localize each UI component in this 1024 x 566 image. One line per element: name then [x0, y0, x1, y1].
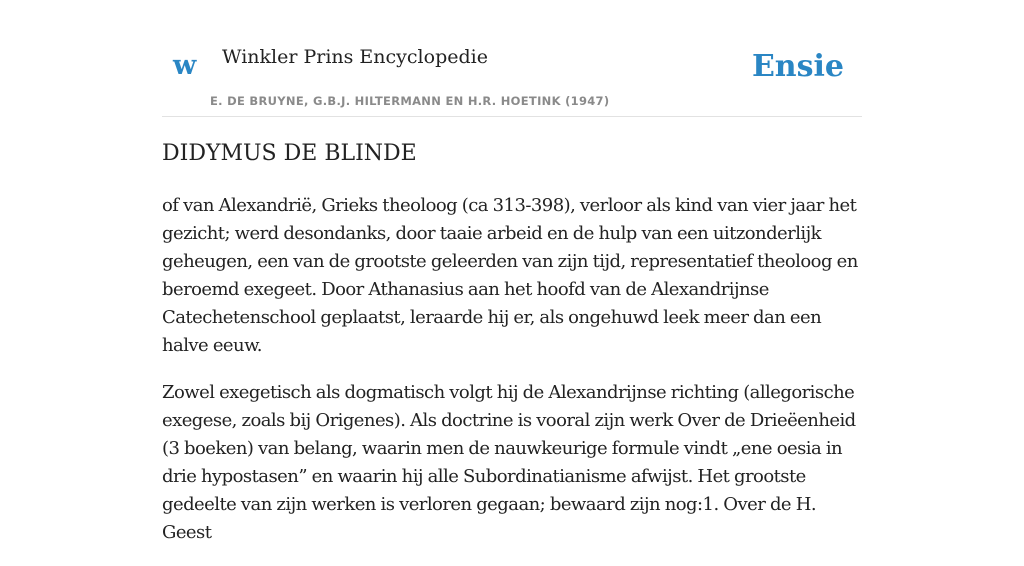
- article-paragraph: Zowel exegetisch als dogmatisch volgt hij de Alexandrijnse richting (allegorische exegese, zoals bij Origenes). Als doctrine is vooral zijn werk Over de Drieëenheid (3 boeken) van belang, waarin men de nauwkeurige formule vindt „ene oesia in drie hypostasen” en waarin hij alle Subordinatianisme afwijst. Het grootste gedeelte van zijn werken is verloren gegaan; bewaard zijn nog:1. Over de H. Geest: [162, 382, 856, 543]
- article-paragraph: of van Alexandrië, Grieks theoloog (ca 313-398), verloor als kind van vier jaar het gezicht; werd desondanks, door taaie arbeid en de hulp van een uitzonderlijk geheugen, een van de grootste geleerden van zijn tijd, representatief theoloog en beroemd exegeet. Door Athanasius aan het hoofd van de Alexandrijnse Catechetenschool geplaatst, leraarde hij er, als ongehuwd leek meer dan een halve eeuw.: [162, 195, 858, 356]
- article-body: [162, 192, 862, 566]
- site-header: [162, 0, 862, 117]
- article-title: DIDYMUS DE BLINDE: [162, 141, 417, 166]
- encyclopedia-logo[interactable]: w: [173, 50, 197, 81]
- ensie-brand-logo[interactable]: Ensie: [751, 49, 844, 84]
- encyclopedia-title-link[interactable]: Winkler Prins Encyclopedie: [222, 46, 488, 68]
- authors-line: E. DE BRUYNE, G.B.J. HILTERMANN EN H.R. HOETINK (1947): [210, 94, 610, 108]
